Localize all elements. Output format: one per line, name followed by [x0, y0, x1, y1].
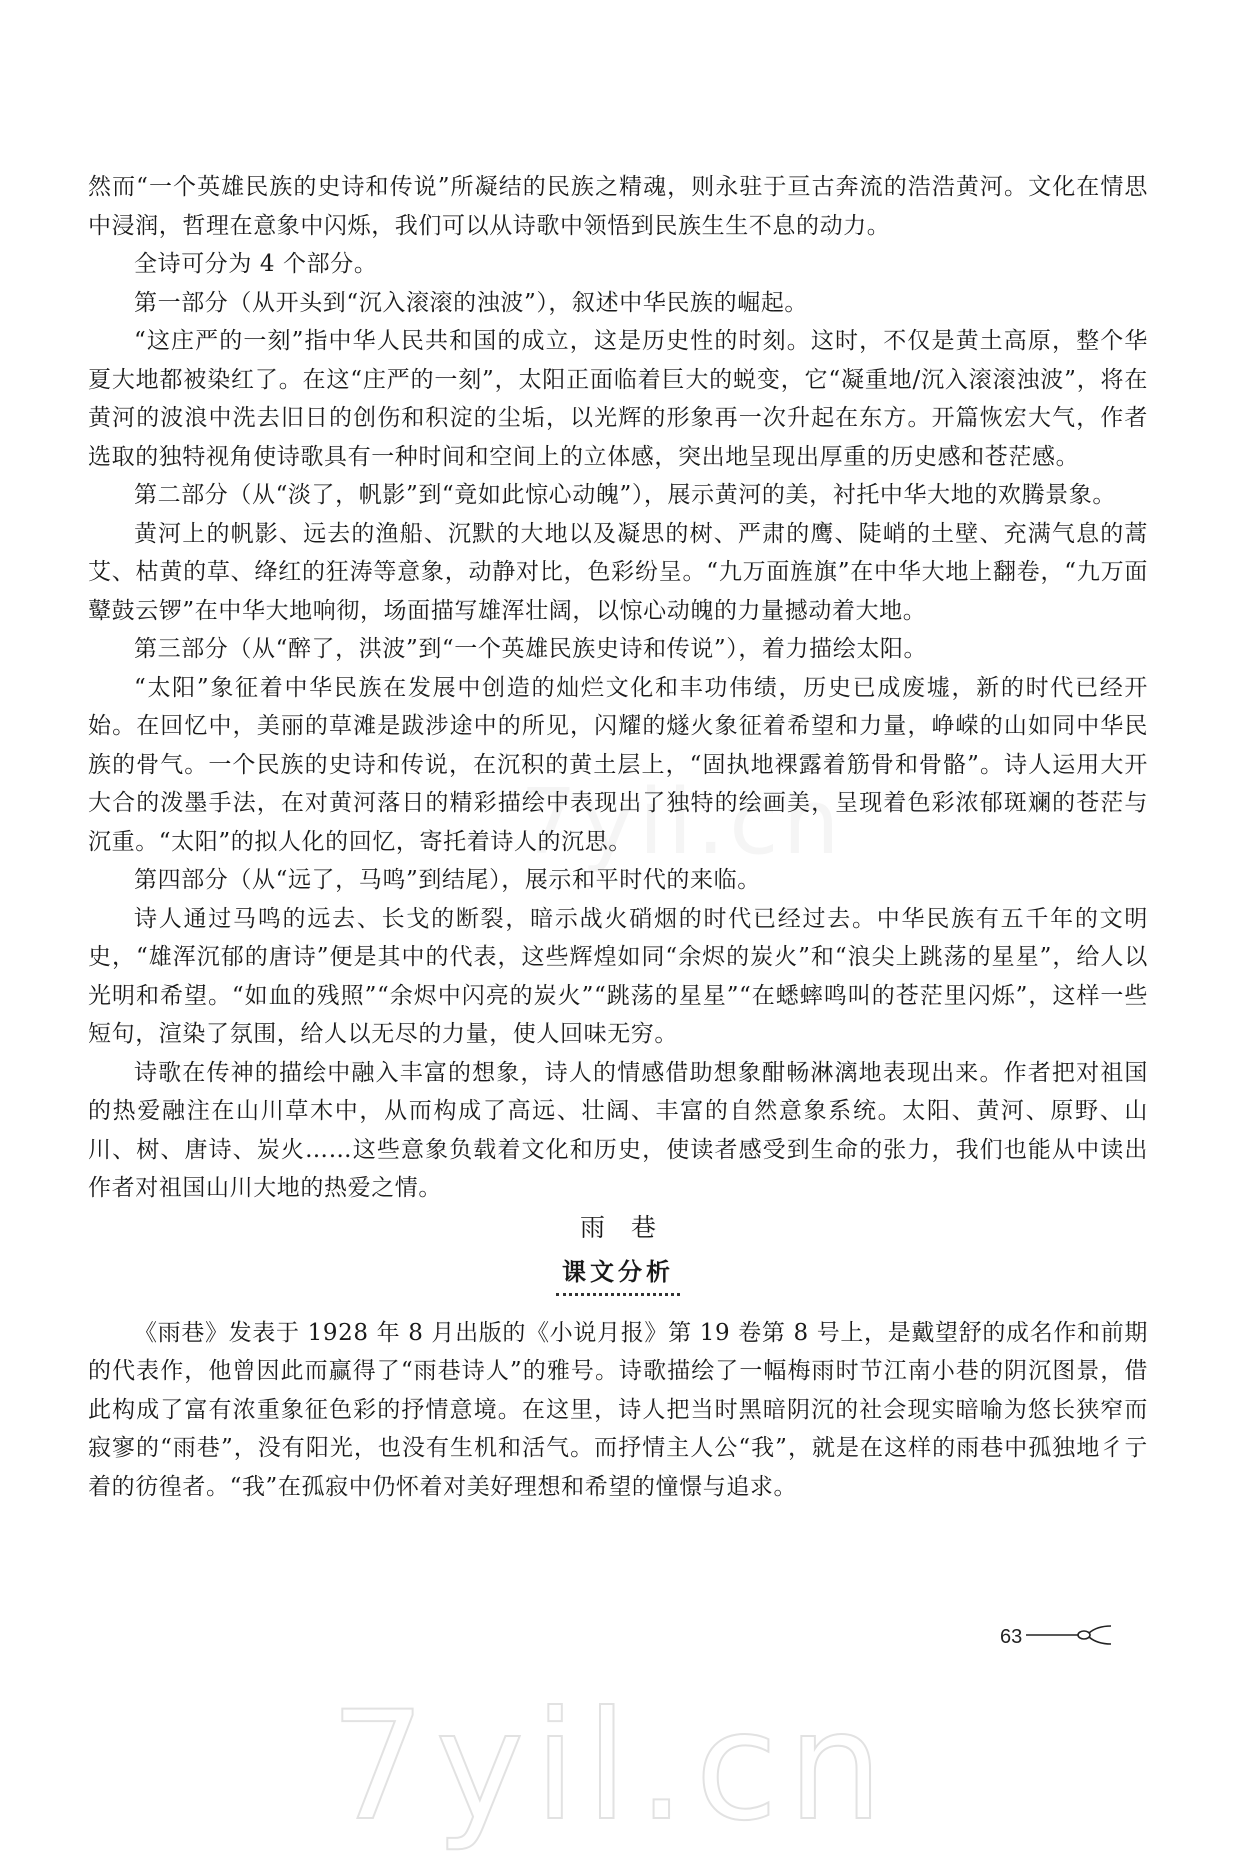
paragraph: 第四部分（从“远了，马鸣”到结尾），展示和平时代的来临。	[134, 867, 761, 893]
paragraph: 全诗可分为 4 个部分。	[134, 251, 378, 277]
watermark-bottom: 7yil.cn	[330, 1680, 893, 1854]
body-text	[88, 168, 1148, 1506]
paragraph: “这庄严的一刻”指中华人民共和国的成立，这是历史性的时刻。这时，不仅是黄土高原，整个华夏大地都被染红了。在这“庄严的一刻”，太阳正面临着巨大的蜕变，它“凝重地/沉入滚滚浊波”，将在黄河的波浪中洗去旧日的创伤和积淀的尘垢，以光辉的形象再一次升起在东方。开篇恢宏大气，作者选取的独特视角使诗歌具有一种时间和空间上的立体感，突出地呈现出厚重的历史感和苍茫感。	[88, 328, 1148, 470]
paragraph: 诗歌在传神的描绘中融入丰富的想象，诗人的情感借助想象酣畅淋漓地表现出来。作者把对祖国的热爱融注在山川草木中，从而构成了高远、壮阔、丰富的自然意象系统。太阳、黄河、原野、山川、树、唐诗、炭火……这些意象负载着文化和历史，使读者感受到生命的张力，我们也能从中读出作者对祖国山川大地的热爱之情。	[88, 1059, 1148, 1201]
paragraph-group-bottom	[88, 1314, 1148, 1507]
section-title: 雨巷	[579, 1212, 682, 1242]
scissors-icon	[1026, 1624, 1112, 1650]
paragraph: 诗人通过马鸣的远去、长戈的断裂，暗示战火硝烟的时代已经过去。中华民族有五千年的文明史，“雄浑沉郁的唐诗”便是其中的代表，这些辉煌如同“余烬的炭火”和“浪尖上跳荡的星星”，给人以光明和希望。“如血的残照”“余烬中闪亮的炭火”“跳荡的星星”“在蟋蟀鸣叫的苍茫里闪烁”，这样一些短句，渲染了氛围，给人以无尽的力量，使人回味无穷。	[88, 905, 1148, 1047]
paragraph: 然而“一个英雄民族的史诗和传说”所凝结的民族之精魂，则永驻于亘古奔流的浩浩黄河。文化在情思中浸润，哲理在意象中闪烁，我们可以从诗歌中领悟到民族生生不息的动力。	[88, 174, 1148, 239]
page-number: 63	[1000, 1625, 1023, 1648]
paragraph: 第一部分（从开头到“沉入滚滚的浊波”），叙述中华民族的崛起。	[134, 289, 809, 316]
page-footer	[1000, 1624, 1112, 1650]
paragraph: 第三部分（从“醉了，洪波”到“一个英雄民族史诗和传说”），着力描绘太阳。	[134, 636, 928, 662]
paragraph-group-top	[88, 168, 1148, 1208]
paragraph: 第二部分（从“淡了，帆影”到“竟如此惊心动魄”），展示黄河的美，衬托中华大地的欢腾景象。	[134, 482, 1116, 508]
subheading-wrap	[88, 1252, 1148, 1296]
paragraph: 黄河上的帆影、远去的渔船、沉默的大地以及凝思的树、严肃的鹰、陡峭的土壁、充满气息的蒿艾、枯黄的草、绛红的狂涛等意象，动静对比，色彩纷呈。“九万面旌旗”在中华大地上翻卷，“九万面鼙鼓云锣”在中华大地响彻，场面描写雄浑壮阔，以惊心动魄的力量撼动着大地。	[88, 520, 1148, 624]
paragraph: “太阳”象征着中华民族在发展中创造的灿烂文化和丰功伟绩，历史已成废墟，新的时代已经开始。在回忆中，美丽的草滩是跋涉途中的所见，闪耀的燧火象征着希望和力量，峥嵘的山如同中华民族的骨气。一个民族的史诗和传说，在沉积的黄土层上，“固执地裸露着筋骨和骨骼”。诗人运用大开大合的泼墨手法，在对黄河落日的精彩描绘中表现出了独特的绘画美，呈现着色彩浓郁斑斓的苍茫与沉重。“太阳”的拟人化的回忆，寄托着诗人的沉思。	[88, 674, 1148, 855]
paragraph: 《雨巷》发表于 1928 年 8 月出版的《小说月报》第 19 卷第 8 号上，是戴望舒的成名作和前期的代表作，他曾因此而赢得了“雨巷诗人”的雅号。诗歌描绘了一幅梅雨时节江南小巷的阴沉图景，借此构成了富有浓重象征色彩的抒情意境。在这里，诗人把当时黑暗阴沉的社会现实暗喻为悠长狭窄而寂寥的“雨巷”，没有阳光，也没有生机和活气。而抒情主人公“我”，就是在这样的雨巷中孤独地彳亍着的彷徨者。“我”在孤寂中仍怀着对美好理想和希望的憧憬与追求。	[88, 1319, 1148, 1500]
section-subheading: 课文分析	[556, 1252, 680, 1296]
